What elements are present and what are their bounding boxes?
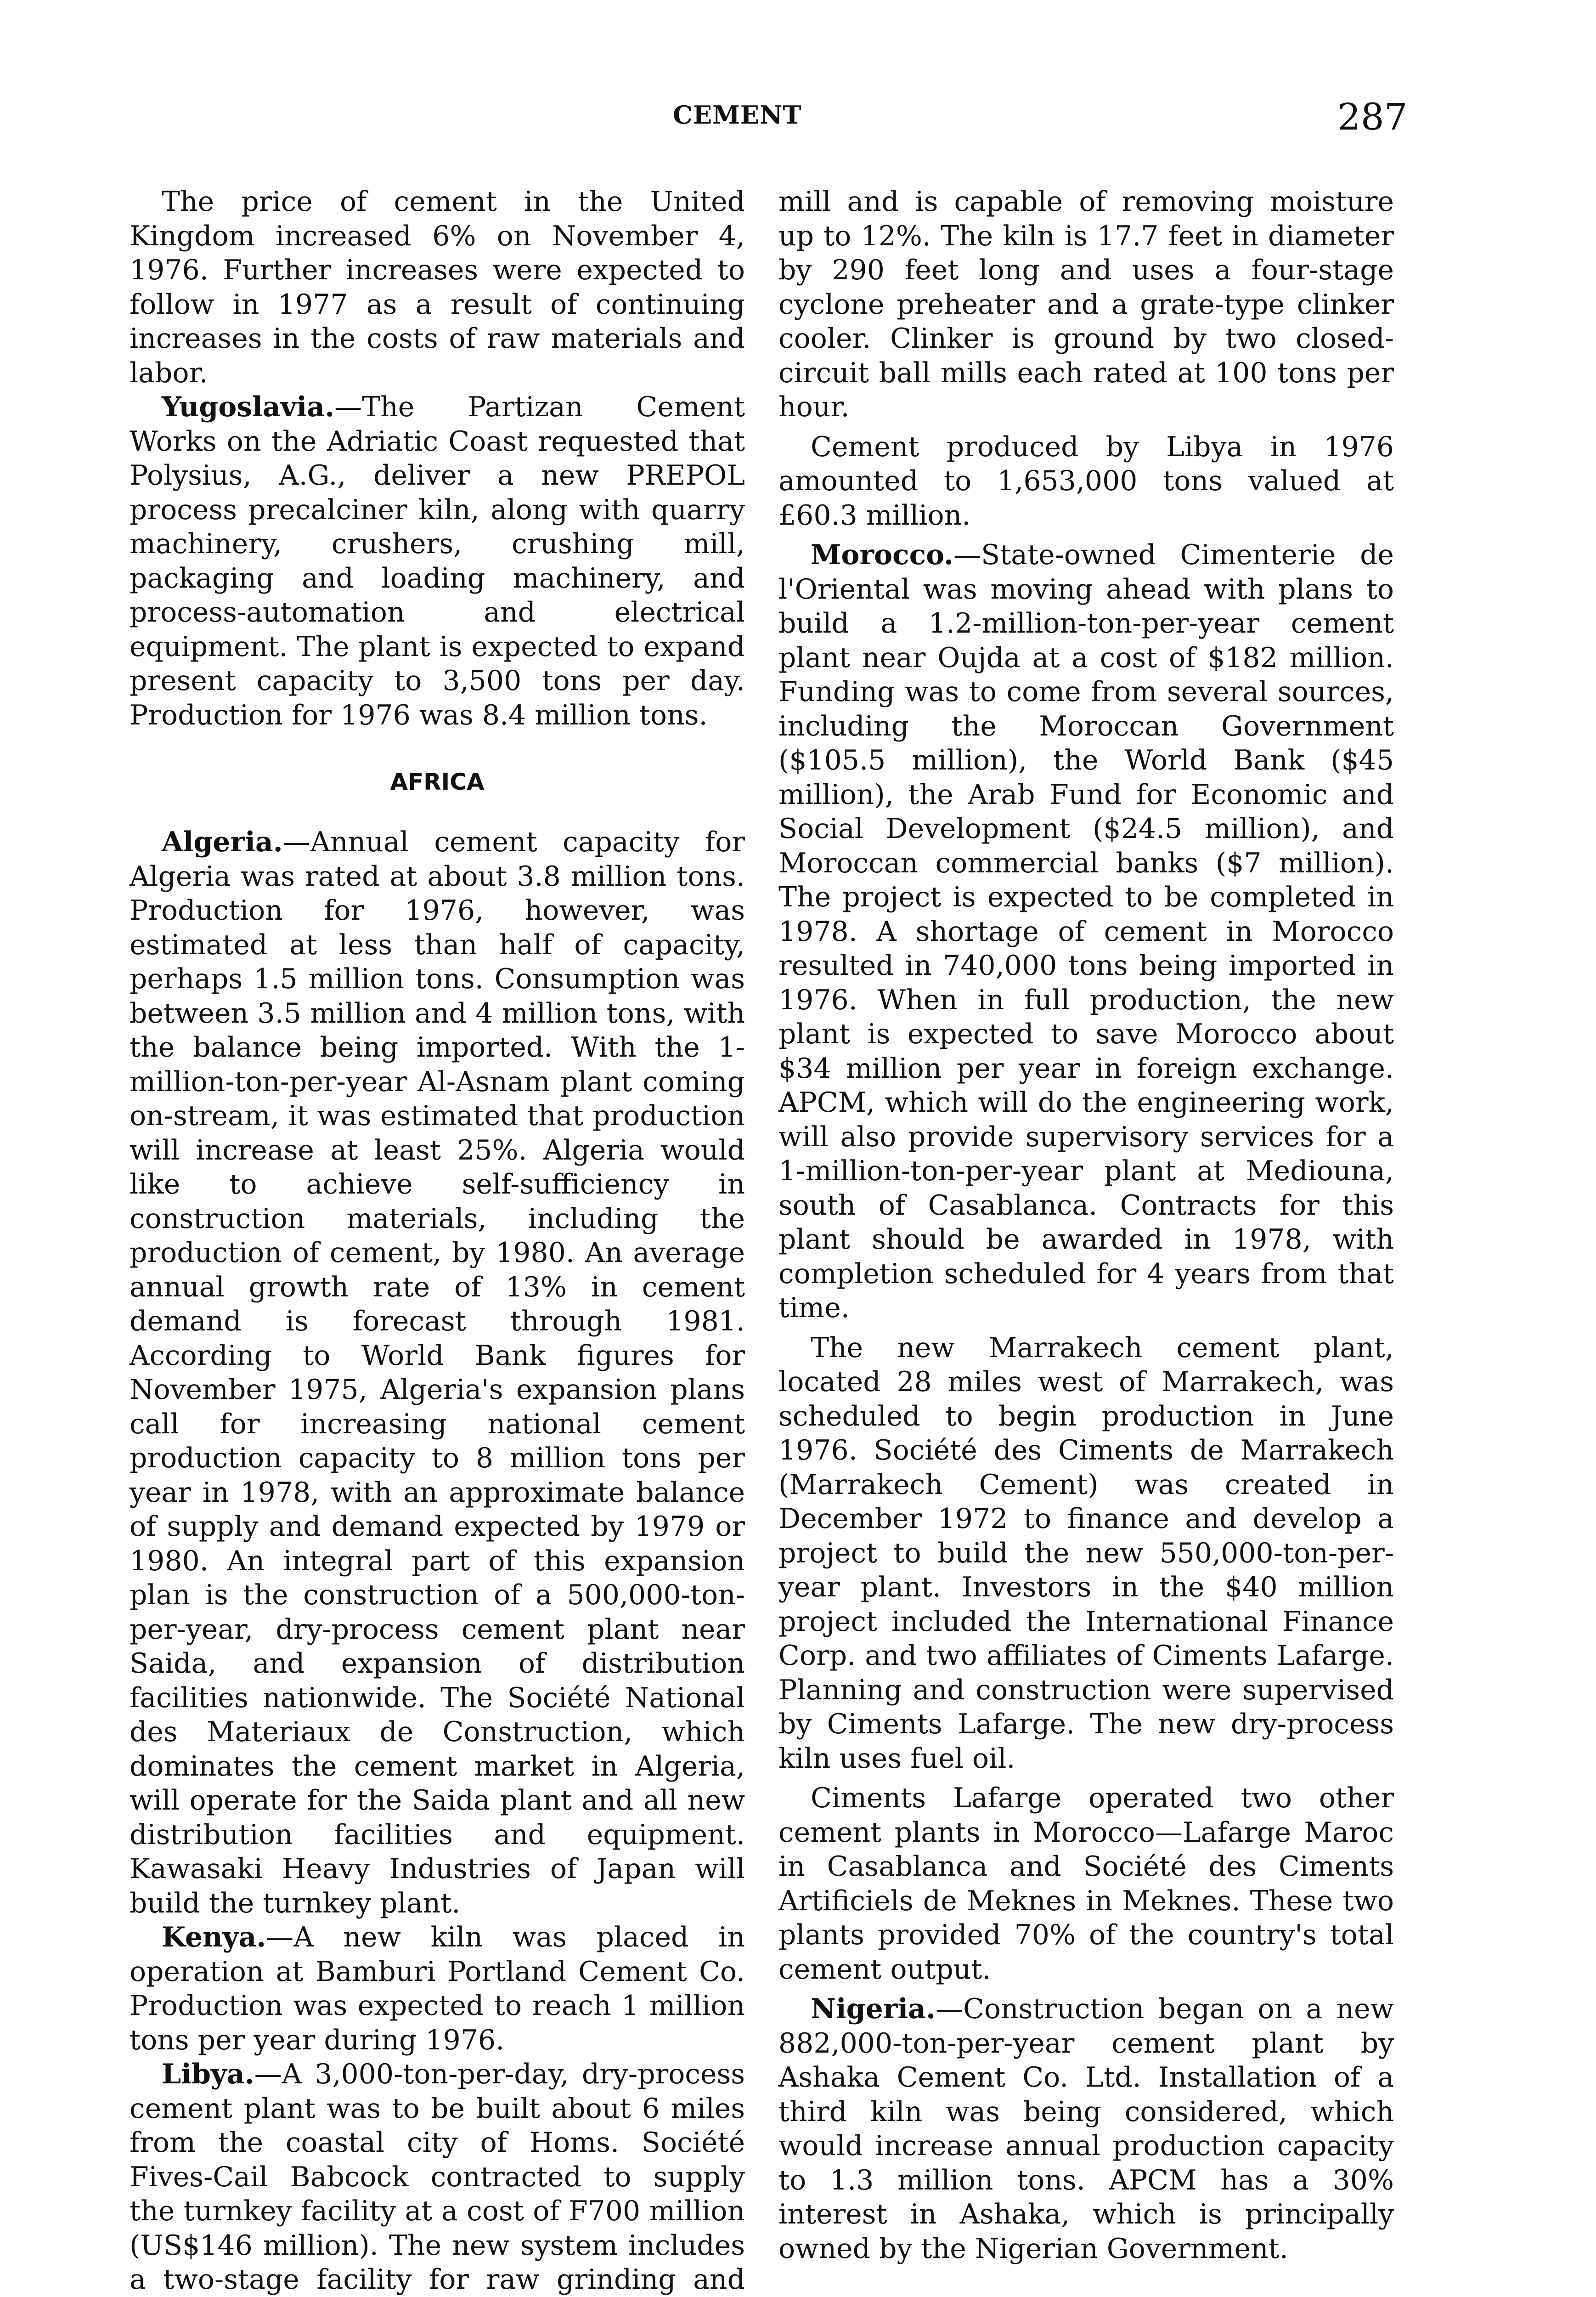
paragraph-kenya [130,1920,745,2057]
paragraph-nigeria-text: —Construction began on a new 882,000-ton-per-year cement plant by Ashaka Cement Co. Ltd. Installation of a third kiln was being considered, which would increase annual production capacity to 1.3 million tons. APCM has a 30% interest in Ashaka, which is principally owned by the Nigerian Government. [778,1993,1394,2265]
paragraph-marrakech: The new Marrakech cement plant, located 28 miles west of Marrakech, was scheduled to begin production in June 1976. Société des Ciments de Marrakech (Marrakech Cement) was created in December 1972 to finance and develop a project to build the new 550,000-ton-per-year plant. Investors in the $40 million project included the International Finance Corp. and two affiliates of Ciments Lafarge. Planning and construction were supervised by Ciments Lafarge. The new dry-process kiln uses fuel oil. [778,1331,1394,1775]
running-header-title: CEMENT [673,100,802,130]
paragraph-libya-production: Cement produced by Libya in 1976 amounted to 1,653,000 tons valued at £60.3 million. [778,430,1394,532]
country-heading-libya: Libya. [162,2058,254,2090]
section-heading-africa: AFRICA [390,769,485,795]
paragraph-morocco-text: —State-owned Cimenterie de l'Oriental was moving ahead with plans to build a 1.2-million-ton-per-year cement plant near Oujda at a cost of $182 million. Funding was to come from several sources, including the Moroccan Government ($105.5 million), the World Bank ($45 million), the Arab Fund for Economic and Social Development ($24.5 million), and Moroccan commercial banks ($7 million). The project is expected to be completed in 1978. A shortage of cement in Morocco resulted in 740,000 tons being imported in 1976. When in full production, the new plant is expected to save Morocco about $34 million per year in foreign exchange. APCM, which will do the engineering work, will also provide supervisory services for a 1-million-ton-per-year plant at Mediouna, south of Casablanca. Contracts for this plant should be awarded in 1978, with completion scheduled for 4 years from that time. [778,539,1394,1324]
paragraph-libya-continued: mill and is capable of removing moisture up to 12%. The kiln is 17.7 feet in diameter by 290 feet long and uses a four-stage cyclone preheater and a grate-type clinker cooler. Clinker is ground by two closed-circuit ball mills each rated at 100 tons per hour. [778,186,1394,423]
paragraph-yugoslavia-text: —The Partizan Cement Works on the Adriatic Coast requested that Polysius, A.G., deliver a new PREPOL process precalciner kiln, along with quarry machinery, crushers, crushing mill, packaging and loading machinery, and process-automation and electrical equipment. The plant is expected to expand present capacity to 3,500 tons per day. Production for 1976 was 8.4 million tons. [130,391,745,731]
country-heading-yugoslavia: Yugoslavia. [162,391,335,423]
paragraph-morocco [778,538,1394,1325]
country-heading-algeria: Algeria. [162,826,283,858]
country-heading-nigeria: Nigeria. [811,1993,936,2025]
page-number: 287 [1337,96,1408,138]
left-column [130,185,745,2297]
paragraph-kenya-text: —A new kiln was placed in operation at Bamburi Portland Cement Co. Production was expected to reach 1 million tons per year during 1976. [130,1921,745,2056]
paragraph-libya-text: —A 3,000-ton-per-day, dry-process cement plant was to be built about 6 miles from the coastal city of Homs. Société Fives-Cail Babcock contracted to supply the turnkey facility at a cost of F700 million (US$146 million). The new system includes a two-stage facility for raw grinding and [130,2058,745,2296]
paragraph-uk-price: The price of cement in the United Kingdom increased 6% on November 4, 1976. Further increases were expected to follow in 1977 as a result of continuing increases in the costs of raw materials and labor. [130,186,745,389]
paragraph-algeria [130,825,745,1920]
paragraph-libya [130,2057,745,2297]
paragraph-yugoslavia [130,390,745,732]
right-column [778,185,1394,2266]
country-heading-morocco: Morocco. [811,539,953,571]
paragraph-lafarge: Ciments Lafarge operated two other cement plants in Morocco—Lafarge Maroc in Casablanca and Société des Ciments Artificiels de Meknes in Meknes. These two plants provided 70% of the country's total cement output. [778,1782,1394,1986]
paragraph-nigeria [778,1992,1394,2266]
country-heading-kenya: Kenya. [162,1921,266,1953]
paragraph-algeria-text: —Annual cement capacity for Algeria was rated at about 3.8 million tons. Production for 1976, however, was estimated at less than half of capacity, perhaps 1.5 million tons. Consumption was between 3.5 million and 4 million tons, with the balance being imported. With the 1-million-ton-per-year Al-Asnam plant coming on-stream, it was estimated that production will increase at least 25%. Algeria would like to achieve self-sufficiency in construction materials, including the production of cement, by 1980. An average annual growth rate of 13% in cement demand is forecast through 1981. According to World Bank figures for November 1975, Algeria's expansion plans call for increasing national cement production capacity to 8 million tons per year in 1978, with an approximate balance of supply and demand expected by 1979 or 1980. An integral part of this expansion plan is the construction of a 500,000-ton-per-year, dry-process cement plant near Saida, and expansion of distribution facilities nationwide. The Société National des Materiaux de Construction, which dominates the cement market in Algeria, will operate for the Saida plant and all new distribution facilities and equipment. Kawasaki Heavy Industries of Japan will build the turnkey plant. [130,826,745,1919]
